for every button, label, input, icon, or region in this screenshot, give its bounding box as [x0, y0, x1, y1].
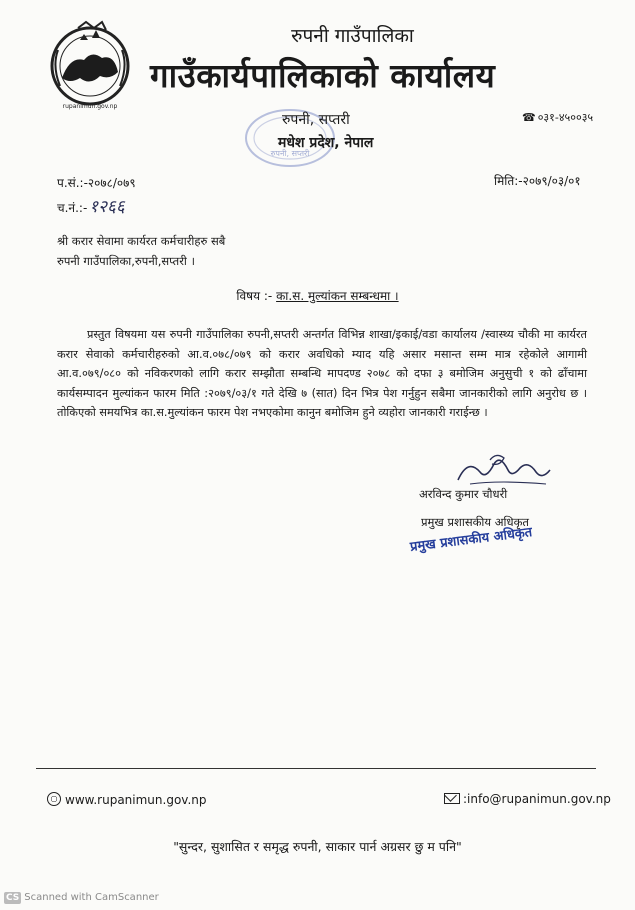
footer-email: [444, 792, 611, 806]
telephone-icon: ☎: [522, 111, 536, 124]
emblem-caption: rupanimun.gov.np: [62, 103, 118, 110]
designation-stamp: प्रमुख प्रशासकीय अधिकृत: [409, 525, 534, 555]
email-text: :info@rupanimun.gov.np: [463, 792, 611, 806]
dispatch-label: च.नं.:-: [57, 201, 88, 215]
website-text: www.rupanimun.gov.np: [65, 793, 207, 807]
address-line1: रुपनी, सप्तरी: [282, 112, 350, 128]
globe-icon: [47, 792, 61, 806]
envelope-icon: [444, 793, 460, 804]
dispatch-number: [57, 194, 125, 217]
address-line2: मधेश प्रदेश, नेपाल: [278, 135, 374, 151]
phone-value: ०३१-४५००३५: [537, 111, 594, 124]
dispatch-value: १२६६: [89, 197, 125, 217]
subject-label: विषय :-: [236, 289, 273, 303]
letter-date: मिति:-२०७९/०३/०१: [494, 174, 581, 188]
letter-body: प्रस्तुत विषयमा यस रुपनी गाउँपालिका रुपनी,सप्तरी अन्तर्गत विभिन्न शाखा/इकाई/वडा कार्यालय /स्वास्थ्य चौकी मा कार्यरत करार सेवाको कर्मचारीहरुको आ.व.०७८/०७९ को करार अवधिको म्याद यहि असार मसान्त सम्म मात्र रहेकोले आगामी आ.व.०७९/०८० को नविकरणको लागि करार सम्झौता सम्बन्धि मापदण्ड २०७८ को दफा ३ बमोजिम अनुसुची १ को ढाँचामा कार्यसम्पादन मुल्यांकन फारम मिति :२०७९/०३/१ गते देखि ७ (सात) दिन भित्र पेश गर्नुहुन सबैमा जानकारीको लागि अनुरोध छ । तोकिएको समयभित्र का.स.मुल्यांकन फारम पेश नभएकोमा कानुन बमोजिम हुने व्यहोरा जानकारी गराईन्छ ।: [57, 328, 587, 420]
phone-number: [522, 110, 593, 125]
footer-website: [47, 792, 207, 807]
signatory-title: प्रमुख प्रशासकीय अधिकृत: [421, 515, 529, 529]
subject-value: का.स. मुल्यांकन सम्बन्धमा ।: [276, 289, 399, 303]
scanner-text: Scanned with CamScanner: [24, 892, 159, 903]
signatory-name: अरविन्द कुमार चौधरी: [419, 487, 508, 501]
office-title: गाउँकार्यपालिकाको कार्यालय: [150, 56, 496, 95]
reference-number: प.सं.:-२०७८/०७९: [57, 176, 136, 190]
handwritten-signature: [450, 450, 560, 490]
scanner-watermark: [4, 892, 159, 904]
recipient-line2: रुपनी गाउँपालिका,रुपनी,सप्तरी ।: [57, 254, 195, 268]
office-name: रुपनी गाउँपालिका: [291, 25, 414, 47]
stamp-text: रुपनी, सप्तरी: [270, 149, 310, 158]
subject-line: [0, 287, 635, 304]
recipient-line1: श्री करार सेवामा कार्यरत कर्मचारीहरु सबै: [57, 234, 226, 248]
footer-divider: [36, 768, 596, 769]
footer-motto: "सुन्दर, सुशासित र समृद्ध रुपनी, साकार पार्न अग्रसर छु म पनि": [173, 839, 462, 854]
camscanner-logo-icon: CS: [6, 893, 20, 903]
